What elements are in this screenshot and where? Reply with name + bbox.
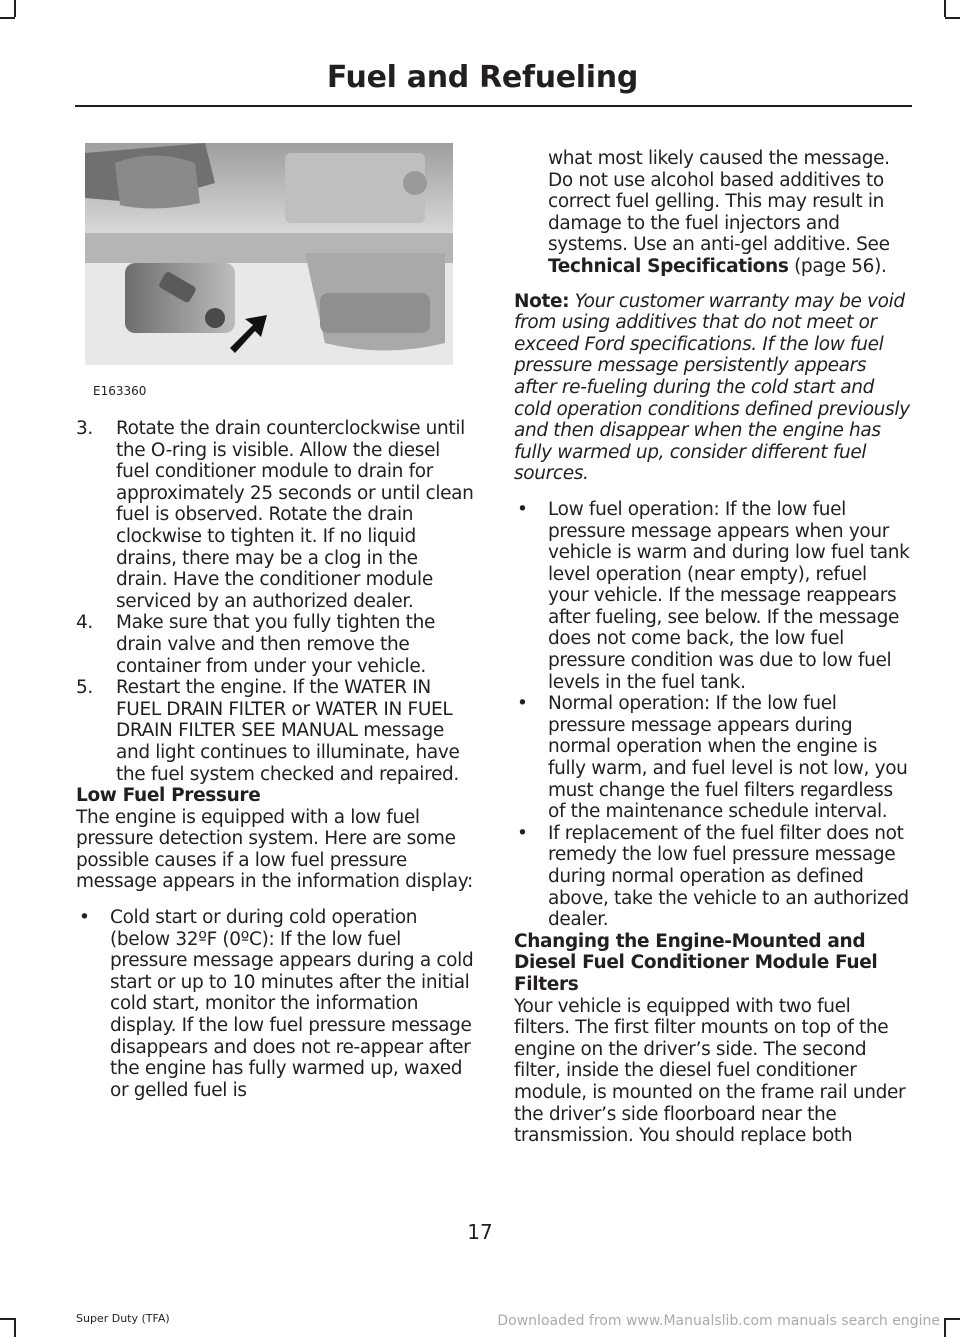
crop-mark [14, 0, 16, 17]
step-number: 5. [76, 677, 93, 699]
bullet-text: Cold start or during cold operation (below 32ºF (0ºC): If the low fuel pressure message appears during a cold start or up to 10 minutes after the initial cold start, monitor the information display. If the low fuel pressure message disappears and does not re-appear after the engine has fully warmed up, waxed or gelled fuel is [110, 907, 474, 1101]
list-item [514, 499, 910, 693]
crop-mark [0, 17, 15, 19]
bullet-text: Normal operation: If the low fuel pressure message appears during normal operation when the engine is fully warm, and fuel level is not low, you must change the fuel filters regardless of the maintenance schedule interval. [548, 693, 908, 823]
crop-mark [14, 1318, 16, 1337]
paragraph: The engine is equipped with a low fuel pressure detection system. Here are some possible causes if a low fuel pressure message appears in the information display: [76, 806, 473, 893]
step-text: Restart the engine. If the WATER IN FUEL DRAIN FILTER or WATER IN FUEL DRAIN FILTER SEE MANUAL message and light continues to illuminate, have the fuel system checked and repaired. [116, 677, 460, 785]
step-number: 4. [76, 612, 93, 634]
list-item [514, 693, 910, 823]
figure-code: E163360 [93, 384, 147, 398]
list-item [76, 907, 474, 1101]
list-item [76, 677, 474, 785]
note: Note: Your customer warranty may be void from using additives that do not meet or exceed Ford specifications. If the low fuel pressure message persistently appears after re-fueling during the cold start and cold operation conditions defined previously and then disappear when the engine has fully warmed up, consider different fuel sources. [514, 290, 910, 485]
step-number: 3. [76, 418, 93, 439]
bullet-icon: • [517, 822, 528, 844]
bullet-text: If replacement of the fuel filter does not remedy the low fuel pressure message during normal operation as defined above, take the vehicle to an authorized dealer. [548, 822, 909, 931]
list-item [514, 823, 910, 931]
crop-mark [945, 1318, 960, 1320]
list-item [76, 612, 474, 677]
bullet-text: Low fuel operation: If the low fuel pressure message appears when your vehicle is warm and during low fuel tank level operation (near empty), refuel your vehicle. If the message reappears after fueling, see below. If the message does not come back, the low fuel pressure condition was due to low fuel levels in the fuel tank. [548, 498, 910, 693]
crop-mark [945, 17, 960, 19]
step-text: Make sure that you fully tighten the drain valve and then remove the container from under your vehicle. [116, 612, 435, 677]
section-heading: Low Fuel Pressure [76, 785, 261, 807]
header-rule [75, 105, 912, 107]
continuation-text: what most likely caused the message. Do not use alcohol based additives to correct fuel gelling. This may result in damage to the fuel injectors and systems. Use an anti-gel additive. See Technical Specifications (page 56). [548, 148, 890, 277]
footer-model: Super Duty (TFA) [76, 1312, 170, 1325]
cross-reference-link[interactable]: Technical Specifications [548, 255, 789, 277]
watermark: Downloaded from www.Manualslib.com manuals search engine [497, 1313, 940, 1329]
crop-mark [944, 0, 946, 17]
paragraph: Your vehicle is equipped with two fuel filters. The first filter mounts on top of the engine on the driver’s side. The second filter, inside the diesel fuel conditioner module, is mounted on the frame rail under the driver’s side floorboard near the transmission. You should replace both [514, 995, 906, 1147]
step-text: Rotate the drain counterclockwise until the O-ring is visible. Allow the diesel fuel conditioner module to drain for approximately 25 seconds or until clean fuel is observed. Rotate the drain clockwise to tighten it. If no liquid drains, there may be a clog in the drain. Have the conditioner module serviced by an authorized dealer. [116, 418, 474, 612]
crop-mark [0, 1318, 15, 1320]
bullet-icon: • [517, 693, 528, 715]
fuel-conditioner-figure [85, 143, 453, 365]
right-column [514, 148, 910, 1161]
list-item [76, 418, 474, 612]
bullet-icon: • [79, 907, 90, 929]
bullet-icon: • [517, 498, 528, 520]
left-column [76, 418, 474, 1101]
section-heading: Changing the Engine-Mounted and Diesel Fuel Conditioner Module Fuel Filters [514, 930, 878, 995]
page-title: Fuel and Refueling [326, 60, 638, 95]
crop-mark [944, 1318, 946, 1337]
page-number: 17 [467, 1220, 493, 1244]
